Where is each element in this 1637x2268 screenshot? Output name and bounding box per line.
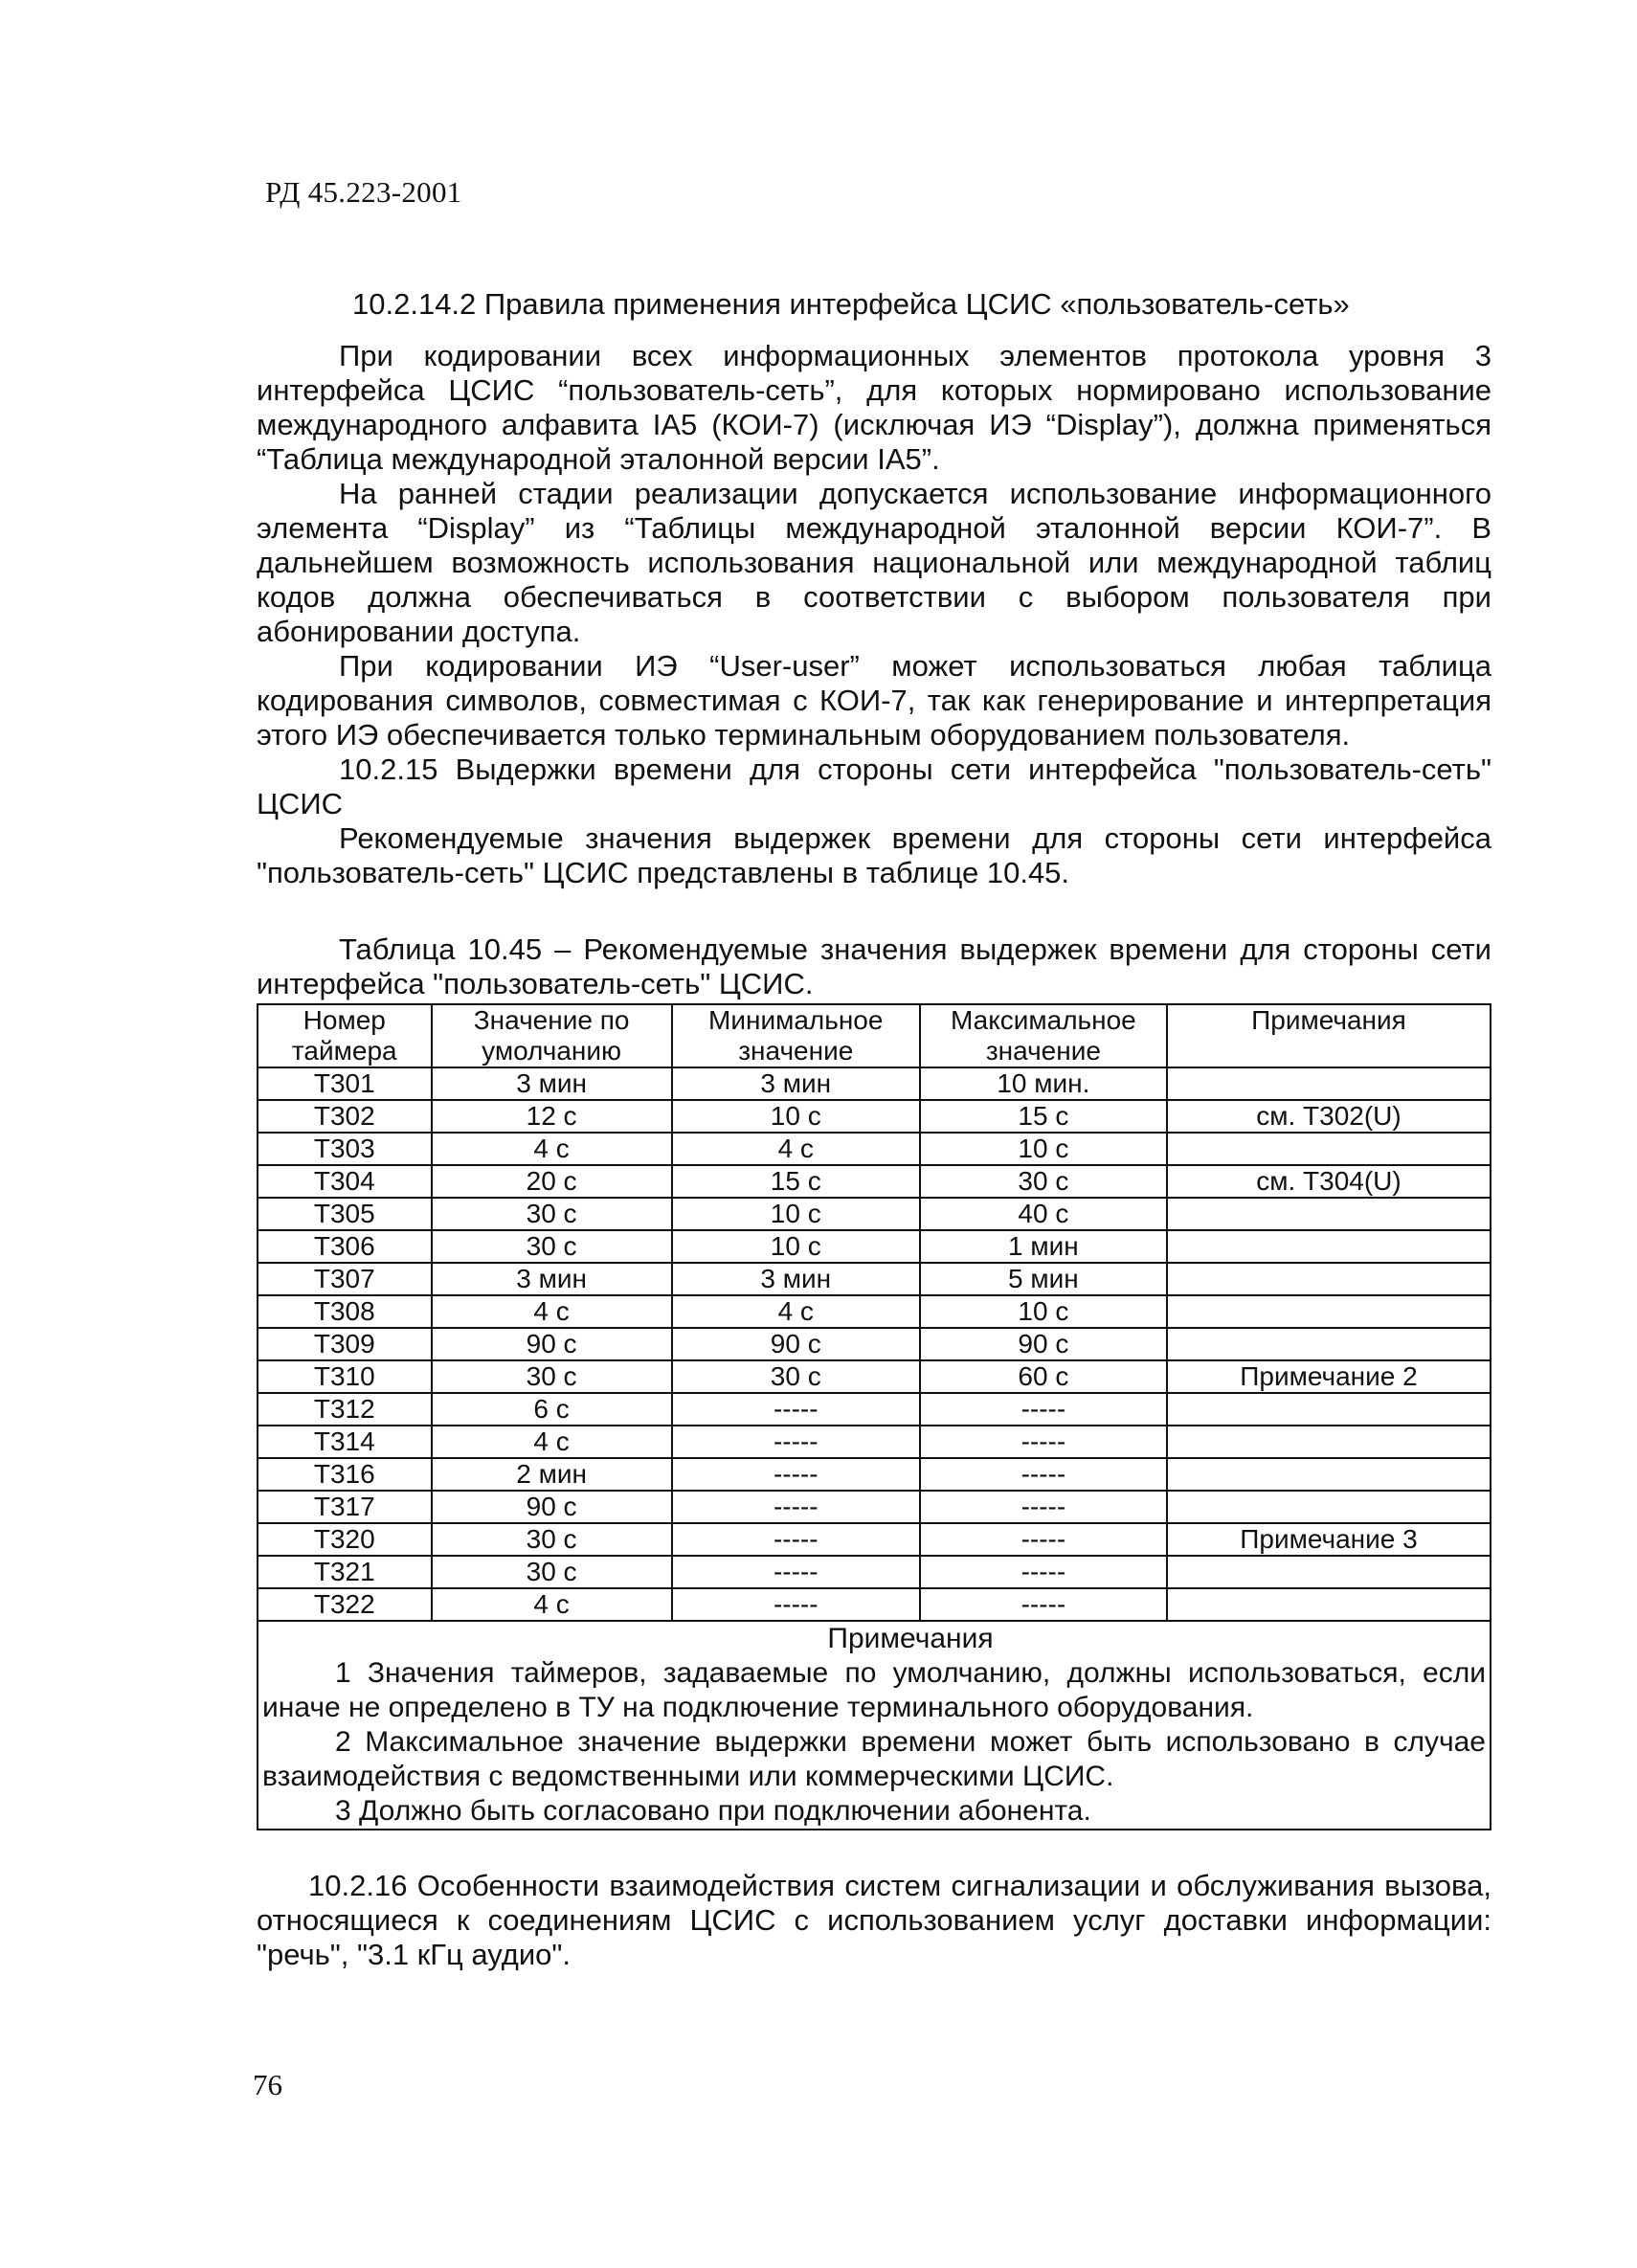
table-header-row [258, 1004, 1491, 1067]
cell-default: 30 с [432, 1230, 672, 1263]
cell-note: Примечание 2 [1167, 1360, 1491, 1393]
cell-max: ----- [920, 1458, 1167, 1491]
cell-default: 2 мин [432, 1458, 672, 1491]
paragraph-ia5-encoding: При кодировании всех информационных элементов протокола уровня 3 интерфейса ЦСИС “пользователь-сеть”, для которых нормировано использование международного алфавита IA5 (КОИ-7) (исключая ИЭ “Display”), должна применяться “Таблица международной эталонной версии IA5”. [257, 339, 1491, 476]
cell-note [1167, 1426, 1491, 1458]
notes-title: Примечания [827, 1623, 994, 1654]
cell-note: см. T304(U) [1167, 1165, 1491, 1198]
table-row [258, 1133, 1491, 1165]
table-row [258, 1588, 1491, 1621]
header-maximum-value: Максимальное значение [920, 1004, 1167, 1067]
table-notes [258, 1621, 1491, 1830]
table-row [258, 1458, 1491, 1491]
note-2: 2 Максимальное значение выдержки времени может быть использовано в случае взаимодействия с ведомственными или коммерческими ЦСИС. [262, 1726, 1486, 1792]
cell-default: 4 с [432, 1133, 672, 1165]
cell-default: 12 с [432, 1100, 672, 1133]
table-row [258, 1491, 1491, 1523]
cell-min: ----- [672, 1491, 920, 1523]
cell-max: 5 мин [920, 1263, 1167, 1295]
cell-timer: T320 [258, 1523, 432, 1556]
cell-max: ----- [920, 1491, 1167, 1523]
cell-note [1167, 1133, 1491, 1165]
cell-default: 90 с [432, 1491, 672, 1523]
cell-default: 20 с [432, 1165, 672, 1198]
cell-min: ----- [672, 1458, 920, 1491]
table-row [258, 1393, 1491, 1426]
table-row [258, 1263, 1491, 1295]
table-row [258, 1230, 1491, 1263]
cell-note [1167, 1556, 1491, 1588]
cell-default: 4 с [432, 1588, 672, 1621]
header-default-value: Значение по умолчанию [432, 1004, 672, 1067]
document-code: РД 45.223-2001 [265, 175, 462, 209]
table-notes-row [258, 1621, 1491, 1830]
cell-max: 90 с [920, 1328, 1167, 1360]
cell-max: ----- [920, 1523, 1167, 1556]
cell-note: Примечание 3 [1167, 1523, 1491, 1556]
note-1: 1 Значения таймеров, задаваемые по умолчанию, должны использоваться, если иначе не определено в ТУ на подключение терминального оборудования. [262, 1657, 1486, 1723]
note-3: 3 Должно быть согласовано при подключении абонента. [335, 1795, 1091, 1827]
cell-timer: T321 [258, 1556, 432, 1588]
cell-default: 30 с [432, 1360, 672, 1393]
cell-timer: T317 [258, 1491, 432, 1523]
cell-note [1167, 1198, 1491, 1230]
cell-note: см. T302(U) [1167, 1100, 1491, 1133]
cell-max: 1 мин [920, 1230, 1167, 1263]
page-content [257, 287, 1491, 1972]
cell-note [1167, 1230, 1491, 1263]
cell-default: 30 с [432, 1523, 672, 1556]
cell-min: ----- [672, 1556, 920, 1588]
cell-min: 30 с [672, 1360, 920, 1393]
section-heading: 10.2.14.2 Правила применения интерфейса ЦСИС «пользователь-сеть» [352, 287, 1350, 321]
cell-min: 4 с [672, 1133, 920, 1165]
cell-default: 6 с [432, 1393, 672, 1426]
cell-timer: T314 [258, 1426, 432, 1458]
cell-timer: T309 [258, 1328, 432, 1360]
cell-min: ----- [672, 1588, 920, 1621]
cell-min: 15 с [672, 1165, 920, 1198]
cell-timer: T322 [258, 1588, 432, 1621]
cell-max: 10 мин. [920, 1067, 1167, 1100]
table-row [258, 1067, 1491, 1100]
cell-min: 90 с [672, 1328, 920, 1360]
cell-min: ----- [672, 1426, 920, 1458]
paragraph-timer-values: Рекомендуемые значения выдержек времени для стороны сети интерфейса "пользователь-сеть" ЦСИС представлены в таблице 10.45. [257, 821, 1491, 889]
timers-table [257, 1003, 1491, 1830]
cell-note [1167, 1328, 1491, 1360]
cell-timer: T310 [258, 1360, 432, 1393]
cell-note [1167, 1491, 1491, 1523]
table-row [258, 1556, 1491, 1588]
table-row [258, 1100, 1491, 1133]
page-number: 76 [253, 2068, 282, 2101]
header-minimum-value: Минимальное значение [672, 1004, 920, 1067]
header-notes: Примечания [1167, 1004, 1491, 1067]
cell-min: 10 с [672, 1100, 920, 1133]
paragraph-user-user: При кодировании ИЭ “User-user” может использоваться любая таблица кодирования символов, совместимая с КОИ-7, так как генерирование и интерпретация этого ИЭ обеспечивается только терминальным оборудованием пользователя. [257, 649, 1491, 752]
cell-max: ----- [920, 1588, 1167, 1621]
table-row [258, 1523, 1491, 1556]
cell-max: 10 с [920, 1133, 1167, 1165]
section-heading-interworking: 10.2.16 Особенности взаимодействия систем сигнализации и обслуживания вызова, относящиеся к соединениям ЦСИС с использованием услуг доставки информации: "речь", "3.1 кГц аудио". [257, 1869, 1491, 1971]
cell-min: ----- [672, 1523, 920, 1556]
cell-note [1167, 1263, 1491, 1295]
cell-timer: T303 [258, 1133, 432, 1165]
cell-max: 10 с [920, 1295, 1167, 1328]
cell-default: 30 с [432, 1198, 672, 1230]
cell-default: 30 с [432, 1556, 672, 1588]
cell-default: 3 мин [432, 1067, 672, 1100]
cell-min: ----- [672, 1393, 920, 1426]
section-heading-timers: 10.2.15 Выдержки времени для стороны сети интерфейса "пользователь-сеть" ЦСИС [257, 752, 1491, 820]
cell-default: 90 с [432, 1328, 672, 1360]
table-row [258, 1165, 1491, 1198]
cell-max: 60 с [920, 1360, 1167, 1393]
cell-max: ----- [920, 1393, 1167, 1426]
cell-timer: T316 [258, 1458, 432, 1491]
cell-timer: T304 [258, 1165, 432, 1198]
cell-timer: T305 [258, 1198, 432, 1230]
cell-note [1167, 1295, 1491, 1328]
cell-timer: T306 [258, 1230, 432, 1263]
cell-note [1167, 1588, 1491, 1621]
table-row [258, 1328, 1491, 1360]
cell-note [1167, 1393, 1491, 1426]
cell-min: 4 с [672, 1295, 920, 1328]
header-timer-number: Номер таймера [258, 1004, 432, 1067]
table-row [258, 1295, 1491, 1328]
cell-default: 3 мин [432, 1263, 672, 1295]
cell-default: 4 с [432, 1295, 672, 1328]
table-row [258, 1360, 1491, 1393]
cell-timer: T302 [258, 1100, 432, 1133]
cell-max: 40 с [920, 1198, 1167, 1230]
table-row [258, 1198, 1491, 1230]
cell-max: 15 с [920, 1100, 1167, 1133]
cell-max: 30 с [920, 1165, 1167, 1198]
cell-note [1167, 1067, 1491, 1100]
cell-note [1167, 1458, 1491, 1491]
table-row [258, 1426, 1491, 1458]
cell-max: ----- [920, 1426, 1167, 1458]
cell-max: ----- [920, 1556, 1167, 1588]
cell-timer: T312 [258, 1393, 432, 1426]
cell-timer: T307 [258, 1263, 432, 1295]
paragraph-display-element: На ранней стадии реализации допускается использование информационного элемента “Display” из “Таблицы международной эталонной версии КОИ-7”. В дальнейшем возможность использования национальной или международной таблиц кодов должна обеспечиваться в соответствии с выбором пользователя при абонировании доступа. [257, 477, 1491, 648]
cell-default: 4 с [432, 1426, 672, 1458]
cell-min: 10 с [672, 1230, 920, 1263]
cell-min: 3 мин [672, 1067, 920, 1100]
cell-min: 3 мин [672, 1263, 920, 1295]
cell-min: 10 с [672, 1198, 920, 1230]
cell-timer: T308 [258, 1295, 432, 1328]
cell-timer: T301 [258, 1067, 432, 1100]
table-caption: Таблица 10.45 – Рекомендуемые значения выдержек времени для стороны сети интерфейса "пользователь-сеть" ЦСИС. [257, 932, 1491, 1000]
